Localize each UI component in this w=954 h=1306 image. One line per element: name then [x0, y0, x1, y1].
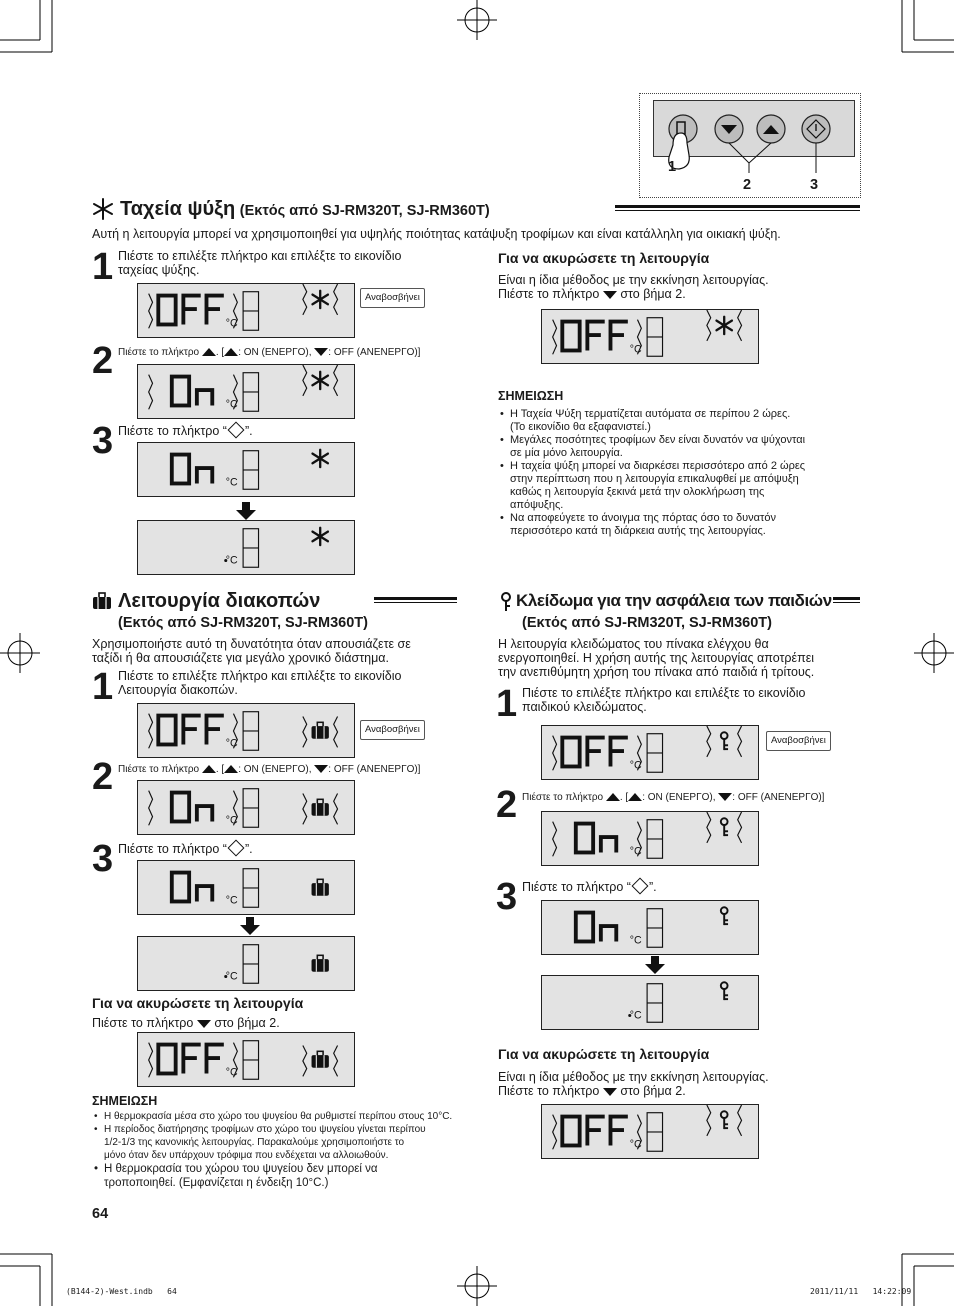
celsius-unit: °C	[225, 476, 238, 489]
cl-step-3-text: Πιέστε το πλήκτρο “ ”.	[522, 880, 657, 894]
qc-step-2-text: Πιέστε το πλήκτρο . [ : ON (ΕΝΕΡΓΟ), : OFF (ΑΝΕΝΕΡΓΟ)]	[118, 347, 421, 358]
down-arrow-icon	[197, 1020, 211, 1028]
snowflake-icon	[92, 198, 114, 220]
cl-display-4	[541, 975, 759, 1030]
qc-blink-label-1: Αναβοσβήνει	[360, 288, 425, 308]
celsius-unit: °C	[225, 970, 238, 983]
enter-icon	[227, 840, 244, 857]
celsius-unit: °C	[225, 737, 238, 750]
list-item: • Η περίοδος διατήρησης τροφίμων στο χώρο του ψυγείου γίνεται περίπου 1/2-1/3 της κανονικής λειτουργίας. Παρακαλούμε χρησιμοποιήστε το μόνο όταν δεν υπάρχουν τρόφιμα που ενδέχεται να αλλοιωθούν.	[92, 1123, 472, 1162]
qc-step-3-text: Πιέστε το πλήκτρο “ ”.	[118, 424, 253, 438]
list-item: • Η θερμοκρασία μέσα στο χώρο του ψυγείου θα ρυθμιστεί περίπου στους 10°C.	[92, 1110, 472, 1123]
cl-step-3-number: 3	[496, 876, 517, 918]
quick-cool-subtitle: (Εκτός από SJ-RM320T, SJ-RM360T)	[239, 203, 490, 219]
cl-blink-label: Αναβοσβήνει	[766, 731, 831, 751]
cl-cancel-title: Για να ακυρώσετε τη λειτουργία	[498, 1046, 710, 1062]
up-arrow-icon	[202, 348, 216, 356]
vac-display-4	[137, 936, 355, 991]
qc-step-2-number: 2	[92, 340, 113, 382]
up-arrow-icon	[606, 793, 620, 801]
vac-step-3-number: 3	[92, 838, 113, 880]
child-lock-intro: Η λειτουργία κλειδώματος του πίνακα ελέγχου θα ενεργοποιηθεί. Η χρήση αυτής της λειτουργίας αποτρέπει την ανεπιθύμητη χρήση του πίνακα από παιδιά ή τρίτους.	[498, 637, 815, 679]
up-arrow-icon	[628, 793, 642, 801]
celsius-unit: °C	[225, 554, 238, 567]
vac-cancel-title: Για να ακυρώσετε τη λειτουργία	[92, 995, 304, 1011]
qc-display-4	[137, 520, 355, 575]
vacation-title: Λειτουργία διακοπών	[118, 590, 321, 612]
list-item: • Η ταχεία ψύξη μπορεί να διαρκέσει περισσότερο από 2 ώρες στην περίπτωση που η λειτουργία επικαλυφθεί με απόψυξη καθώς η λειτουργία ξεκινά μετά την ολοκλήρωση της απόψυξης.	[498, 460, 868, 512]
vac-notes	[92, 1110, 472, 1190]
up-arrow-icon	[202, 765, 216, 773]
panel-label-2: 2	[743, 177, 752, 193]
list-item: • Η θερμοκρασία του χώρου του ψυγείου δεν μπορεί να τροποποιηθεί. (Εμφανίζεται η ένδειξη 10°C.)	[92, 1162, 472, 1190]
down-arrow-icon	[236, 502, 256, 520]
vac-cancel-display	[137, 1032, 355, 1087]
qc-display-3	[137, 442, 355, 497]
child-lock-subtitle: (Εκτός από SJ-RM320T, SJ-RM360T)	[522, 615, 772, 631]
down-arrow-icon	[645, 956, 665, 974]
qc-display-2	[137, 364, 355, 419]
vac-step-1-text: Πιέστε το επιλέξτε πλήκτρο και επιλέξτε το εικονίδιο Λειτουργία διακοπών.	[118, 669, 402, 697]
up-arrow-icon	[224, 348, 238, 356]
cl-cancel-display	[541, 1104, 759, 1159]
page-number: 64	[92, 1206, 109, 1222]
vacation-rule	[374, 597, 457, 600]
quick-cool-rule	[615, 205, 860, 208]
down-arrow-icon	[603, 291, 617, 299]
down-arrow-icon	[314, 348, 328, 356]
celsius-unit: °C	[629, 1009, 642, 1022]
celsius-unit: °C	[225, 814, 238, 827]
quick-cool-heading	[120, 197, 490, 221]
vac-blink-label: Αναβοσβήνει	[360, 720, 425, 740]
vac-step-2-number: 2	[92, 756, 113, 798]
panel-label-3: 3	[810, 177, 819, 193]
down-arrow-icon	[240, 917, 260, 935]
celsius-unit: °C	[225, 894, 238, 907]
qc-cancel-text: Είναι η ίδια μέθοδος με την εκκίνηση λειτουργίας. Πιέστε το πλήκτρο στο βήμα 2.	[498, 273, 769, 301]
celsius-unit: °C	[629, 759, 642, 772]
vac-step-3-text: Πιέστε το πλήκτρο “ ”.	[118, 842, 253, 856]
quick-cool-intro: Αυτή η λειτουργία μπορεί να χρησιμοποιηθεί για υψηλής ποιότητας κατάψυξη τροφίμων και είναι κατάλληλη για οικιακή ψύξη.	[92, 227, 781, 241]
vac-display-3	[137, 860, 355, 915]
down-arrow-icon	[718, 793, 732, 801]
cl-step-1-number: 1	[496, 683, 517, 725]
quick-cool-title: Ταχεία ψύξη	[120, 198, 236, 220]
celsius-unit: °C	[629, 845, 642, 858]
key-icon	[500, 592, 512, 612]
qc-step-3-number: 3	[92, 420, 113, 462]
vacation-intro: Χρησιμοποιήστε αυτό τη δυνατότητα όταν απουσιάζετε σε ταξίδι ή θα απουσιάζετε για μεγάλο χρονικό διάστημα.	[92, 637, 411, 665]
cl-step-1-text: Πιέστε το επιλέξτε πλήκτρο και επιλέξτε το εικονίδιο παιδικού κλειδώματος.	[522, 686, 806, 714]
down-arrow-icon	[603, 1088, 617, 1096]
cl-cancel-text: Είναι η ίδια μέθοδος με την εκκίνηση λειτουργίας. Πιέστε το πλήκτρο στο βήμα 2.	[498, 1070, 769, 1098]
qc-cancel-display	[541, 309, 759, 364]
vac-display-1	[137, 703, 355, 758]
footer-right: 2011/11/11 14:22:09	[810, 1287, 912, 1296]
child-lock-rule	[833, 597, 860, 600]
cl-display-2	[541, 811, 759, 866]
list-item: • Η Ταχεία Ψύξη τερματίζεται αυτόματα σε περίπου 2 ώρες. (Το εικονίδιο θα εξαφανιστεί.)	[498, 408, 868, 434]
enter-icon	[631, 878, 648, 895]
suitcase-icon	[92, 592, 112, 610]
qc-step-1-text: Πιέστε το επιλέξτε πλήκτρο και επιλέξτε το εικονίδιο ταχείας ψύξης.	[118, 249, 402, 277]
vacation-subtitle: (Εκτός από SJ-RM320T, SJ-RM360T)	[118, 615, 368, 631]
up-arrow-icon	[224, 765, 238, 773]
qc-notes	[498, 408, 868, 538]
qc-display-1	[137, 283, 355, 338]
vac-step-1-number: 1	[92, 666, 113, 708]
cl-display-3	[541, 900, 759, 955]
celsius-unit: °C	[629, 1138, 642, 1151]
child-lock-title: Κλείδωμα για την ασφάλεια των παιδιών	[516, 591, 832, 610]
list-item: • Να αποφεύγετε το άνοιγμα της πόρτας όσο το δυνατόν περισσότερο κατά τη διάρκεια αυτής της λειτουργίας.	[498, 512, 868, 538]
celsius-unit: °C	[225, 1066, 238, 1079]
celsius-unit: °C	[225, 398, 238, 411]
vac-note-title: ΣΗΜΕΙΩΣΗ	[92, 1094, 158, 1108]
panel-label-1: 1	[668, 159, 677, 175]
footer-left: (B144-2)-West.indb 64	[66, 1287, 177, 1296]
celsius-unit: °C	[629, 343, 642, 356]
qc-note-title: ΣΗΜΕΙΩΣΗ	[498, 389, 564, 403]
cl-step-2-number: 2	[496, 784, 517, 826]
cl-step-2-text: Πιέστε το πλήκτρο . [ : ON (ΕΝΕΡΓΟ), : OFF (ΑΝΕΝΕΡΓΟ)]	[522, 792, 825, 803]
vac-cancel-text: Πιέστε το πλήκτρο στο βήμα 2.	[92, 1016, 280, 1030]
down-arrow-icon	[314, 765, 328, 773]
enter-icon	[227, 422, 244, 439]
list-item: • Μεγάλες ποσότητες τροφίμων δεν είναι δυνατόν να ψύχονται σε μία μόνο λειτουργία.	[498, 434, 868, 460]
vac-display-2	[137, 780, 355, 835]
qc-cancel-title: Για να ακυρώσετε τη λειτουργία	[498, 250, 710, 266]
celsius-unit: °C	[225, 317, 238, 330]
celsius-unit: °C	[629, 934, 642, 947]
cl-display-1	[541, 725, 759, 780]
vac-step-2-text: Πιέστε το πλήκτρο . [ : ON (ΕΝΕΡΓΟ), : OFF (ΑΝΕΝΕΡΓΟ)]	[118, 764, 421, 775]
qc-step-1-number: 1	[92, 246, 113, 288]
